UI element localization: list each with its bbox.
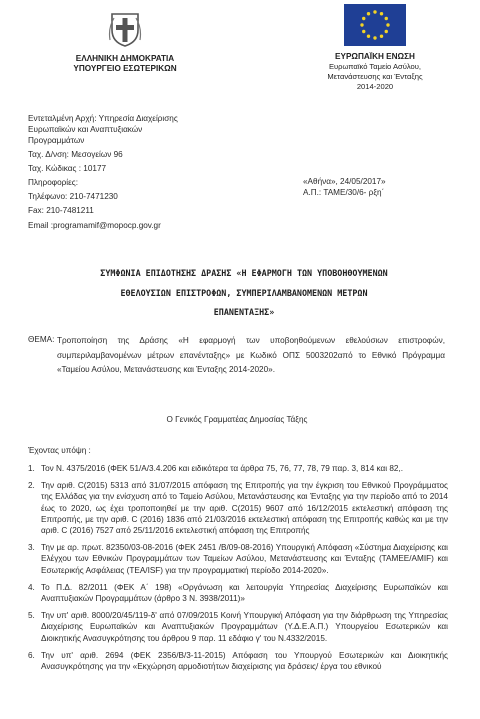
eu-star-icon [373, 36, 376, 39]
list-item-text: Την με αρ. πρωτ. 82350/03-08-2016 (ΦΕΚ 2451 /Β/09-08-2016) Υπουργική Απόφαση «Σύστημα Διαχείρισης και Ελέγχου των Εθνικών Προγραμμάτων των Ταμείων Ασύλου, Μετανάστευσης και Ένταξης (ΤΑΜΕΕ/AMIF) και Εσωτερικής Ασφάλειας (ΤΕΑ/ISF) για την προγραμματική περίοδο 2014-2020». [41, 543, 448, 575]
sender-info [28, 113, 228, 231]
greek-coat-of-arms-icon [108, 10, 142, 48]
list-item-text: Την υπ' αριθ. 8000/20/45/119-δ' από 07/09/2015 Κοινή Υπουργική Απόφαση για την διάρθρωση της Υπηρεσίας Διαχείρισης Ευρωπαϊκών και Αναπτυξιακών Προγραμμάτων (Υ.Δ.Ε.Α.Π.) Υπουργείου Εσωτερικών και Διοικητικής Ανασυγκρότησης του άρθρου 9 παρ. 11 εδάφιο γ' του Ν.4332/2015. [41, 611, 448, 643]
subject-text: Τροποποίηση της Δράσης «Η εφαρμογή των υποβοηθούμενων εθελούσιων επιστροφών, συμπεριλαμβανομένων μέτρων επανένταξης» με Κωδικό ΟΠΣ 5003202από το Εθνικό Πρόγραμμα «Ταμείου Ασύλου, Μετανάστευσης και Ένταξης 2014-2020». [57, 336, 445, 375]
agreement-title-line3: ΕΠΑΝΕΝΤΑΞΗΣ» [213, 307, 275, 317]
list-item-number: 6. [28, 650, 35, 660]
header-european-union [306, 4, 444, 92]
header-right-title: ΕΥΡΩΠΑΪΚΗ ΕΝΩΣΗ [335, 52, 415, 61]
eu-star-icon [362, 17, 365, 20]
protocol-number: Α.Π.: ΤΑΜΕ/30/6- ρξη΄ [303, 188, 385, 198]
subject-label: ΘΕΜΑ: [28, 335, 55, 344]
document-date: «Αθήνα», 24/05/2017» [303, 177, 386, 186]
list-item [28, 582, 448, 604]
eu-star-icon [373, 10, 376, 13]
header-right-line3: 2014-2020 [356, 82, 394, 91]
list-item [28, 610, 448, 644]
list-item-number: 4. [28, 582, 35, 592]
eu-star-icon [386, 23, 389, 26]
header-right-line2: Μετανάστευσης και Ένταξης [327, 72, 423, 81]
subject-section [28, 334, 446, 380]
eu-star-icon [380, 12, 383, 15]
considerations-list [28, 463, 448, 678]
list-item-number: 1. [28, 464, 35, 473]
sender-email[interactable]: Email :programamif@mopocp.gov.gr [28, 220, 161, 230]
list-item-text: Το Π.Δ. 82/2011 (ΦΕΚ Α΄ 198) «Οργάνωση και λειτουργία Υπηρεσίας Διαχείρισης Ευρωπαϊκών και Αναπτυξιακών Προγραμμάτων (άρθρο 3 Ν. 3938/2011)» [41, 582, 448, 604]
list-item-number: 3. [28, 543, 35, 553]
list-item [28, 542, 448, 576]
list-item [28, 463, 448, 474]
agreement-title [24, 264, 464, 323]
sender-line: Ταχ. Δ/νση: Μεσογείων 96 [28, 149, 123, 159]
eu-star-icon [367, 35, 370, 38]
sender-line: Ταχ. Κώδικας : 10177 [28, 163, 107, 173]
list-item-number: 5. [28, 611, 35, 621]
having-seen-label: Έχοντας υπόψη : [28, 446, 91, 455]
list-item-text: Την αριθ. C(2015) 5313 από 31/07/2015 απόφαση της Επιτροπής για την έγκριση του Εθνικού Προγράμματος της Ελλάδας για την ενίσχυση από το Ταμείο Ασύλου, Μετανάστευσης και Ένταξης για την περίοδο από το 2014 έως το 2020, ως έχει τροποποιηθεί με την αριθ. C(2015) 9607 από 16/12/2015 εκτελεστική απόφαση της Επιτροπής, με την αριθ. C (2016) 1836 από 21/03/2016 εκτελεστική απόφαση της Επιτροπής καθώς και με την αριθ. C (2016) 7527 από 25/11/2016 εκτελεστική απόφαση της Επιτροπής [41, 481, 448, 536]
sender-line: Fax: 210-7481211 [28, 206, 94, 216]
header-greek-republic [50, 10, 200, 74]
header-left-title: ΕΛΛΗΝΙΚΗ ΔΗΜΟΚΡΑΤΙΑ [75, 54, 175, 63]
eu-star-icon [385, 30, 388, 33]
agreement-title-line1: ΣΥΜΦΩΝΙΑ ΕΠΙΔΟΤΗΣΗΣ ΔΡΑΣΗΣ «Η ΕΦΑΡΜΟΓΗ ΤΩΝ ΥΠΟΒΟΗΘΟΥΜΕΝΩΝ [100, 268, 388, 278]
sender-line: Τηλέφωνο: 210-7471230 [28, 192, 118, 202]
header-right-line1: Ευρωπαϊκό Ταμείο Ασύλου, [328, 62, 422, 71]
sender-line: Εντεταλμένη Αρχή: Υπηρεσία Διαχείρισης [28, 114, 178, 123]
reference-info [303, 176, 473, 198]
list-item [28, 650, 448, 672]
eu-flag-icon [344, 4, 406, 46]
sender-line: Πληροφορίες: [28, 178, 78, 188]
list-item-text: Τον Ν. 4375/2016 (ΦΕΚ 51/Α/3.4.206 και ειδικότερα τα άρθρα 75, 76, 77, 78, 79 παρ. 3, 814 και 82,. [41, 464, 404, 473]
list-item-number: 2. [28, 481, 35, 491]
eu-star-icon [367, 12, 370, 15]
secretary-general-heading: Ο Γενικός Γραμματέας Δημοσίας Τάξης [166, 415, 308, 424]
eu-star-icon [362, 30, 365, 33]
sender-line: Προγραμμάτων [28, 136, 85, 146]
eu-star-icon [360, 23, 363, 26]
list-item [28, 480, 448, 536]
eu-star-icon [380, 35, 383, 38]
sender-line: Ευρωπαϊκών και Αναπτυξιακών [28, 125, 143, 135]
header-left-subtitle: ΥΠΟΥΡΓΕΙΟ ΕΣΩΤΕΡΙΚΩΝ [73, 64, 177, 73]
agreement-title-line2: ΕΘΕΛΟΥΣΙΩΝ ΕΠΙΣΤΡΟΦΩΝ, ΣΥΜΠΕΡΙΛΑΜΒΑΝΟΜΕΝΩΝ ΜΕΤΡΩΝ [120, 287, 368, 298]
list-item-text: Την υπ' αριθ. 2694 (ΦΕΚ 2356/Β/3-11-2015) Απόφαση του Υπουργού Εσωτερικών και Διοικητικής Ανασυγκρότησης για την «Εκχώρηση αρμοδιοτήτων διαχείρισης για δράσεις/ έργα του εθνικού [41, 650, 448, 672]
eu-star-icon [385, 17, 388, 20]
